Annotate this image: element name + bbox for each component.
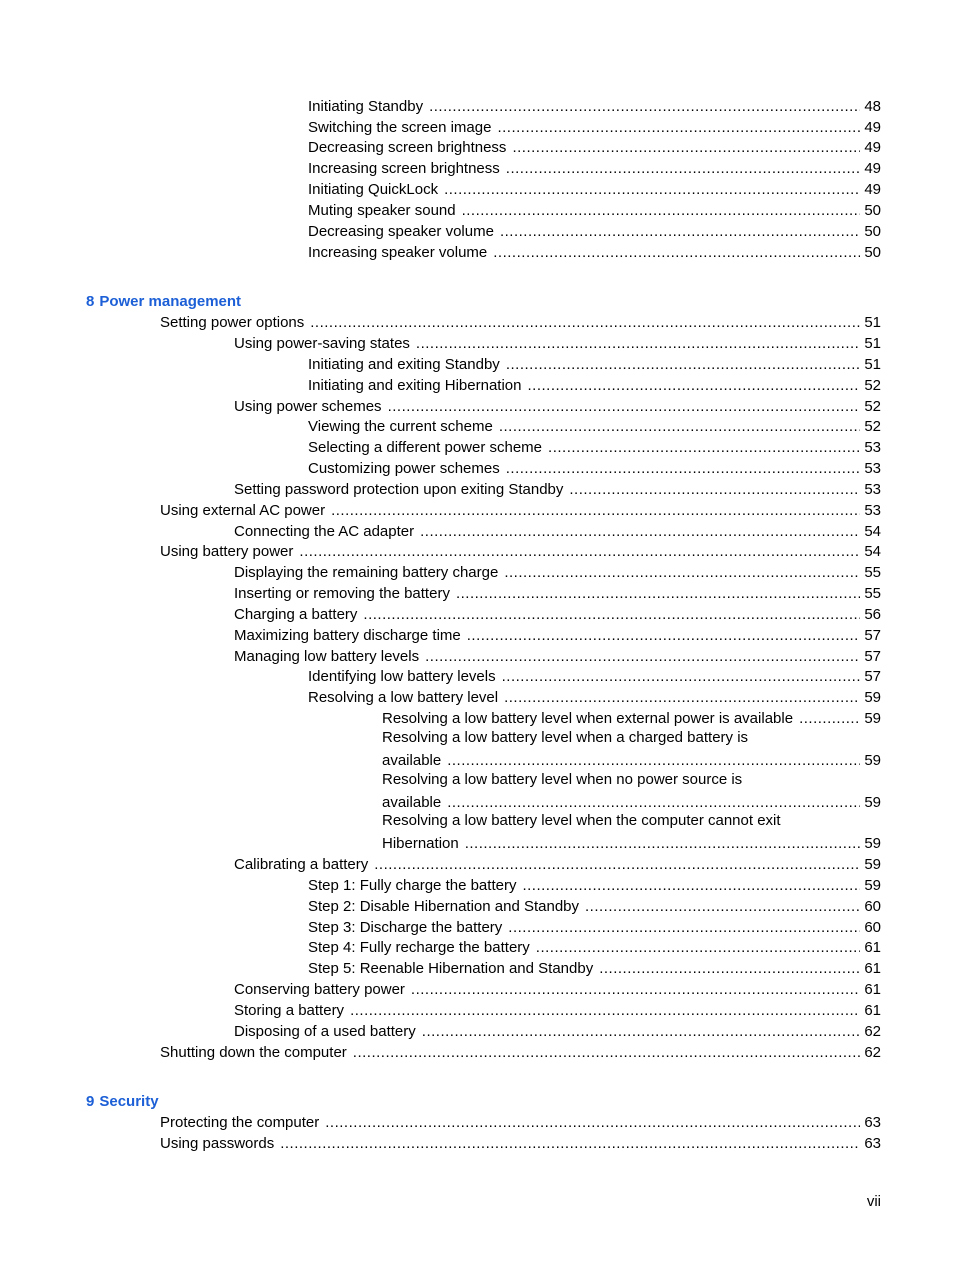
toc-entry-title: Hibernation bbox=[382, 835, 459, 852]
toc-entry[interactable] bbox=[382, 833, 881, 854]
dot-leader bbox=[420, 521, 860, 542]
dot-leader bbox=[465, 833, 861, 854]
toc-entry[interactable] bbox=[160, 312, 881, 333]
toc-entry-title: available bbox=[382, 794, 442, 811]
dot-leader bbox=[522, 875, 860, 896]
toc-entry-title: Maximizing battery discharge time bbox=[234, 627, 461, 644]
toc-entry[interactable] bbox=[234, 979, 881, 1000]
toc-entry-title: Using passwords bbox=[160, 1135, 275, 1152]
toc-entry-page: 55 bbox=[864, 585, 881, 602]
chapter-number: 8 bbox=[86, 293, 95, 310]
toc-entry-page: 56 bbox=[864, 606, 881, 623]
dot-leader bbox=[506, 458, 861, 479]
toc-entry-page: 57 bbox=[864, 668, 881, 685]
toc-entry-title: Increasing speaker volume bbox=[308, 244, 488, 261]
toc-entry-page: 49 bbox=[864, 119, 881, 136]
dot-leader bbox=[504, 562, 860, 583]
toc-entry[interactable] bbox=[160, 541, 881, 562]
toc-entry[interactable] bbox=[308, 896, 881, 917]
toc-entry-title: Initiating Standby bbox=[308, 98, 424, 115]
toc-entry[interactable] bbox=[308, 354, 881, 375]
dot-leader bbox=[411, 979, 860, 1000]
toc-entry-title: Charging a battery bbox=[234, 606, 358, 623]
toc-entry[interactable] bbox=[234, 1021, 881, 1042]
toc-entry-title: Resolving a low battery level bbox=[308, 689, 499, 706]
toc-entry[interactable] bbox=[308, 687, 881, 708]
toc-entry-page: 51 bbox=[864, 356, 881, 373]
toc-entry-page: 59 bbox=[864, 752, 881, 769]
toc-entry-page: 60 bbox=[864, 898, 881, 915]
toc-entry-page: 62 bbox=[864, 1023, 881, 1040]
dot-leader bbox=[527, 375, 860, 396]
toc-entry[interactable] bbox=[234, 333, 881, 354]
toc-entry-title: Resolving a low battery level when external power is available bbox=[382, 710, 794, 727]
toc-entry-page: 61 bbox=[864, 939, 881, 956]
toc-entry-page: 59 bbox=[864, 877, 881, 894]
dot-leader bbox=[447, 750, 860, 771]
toc-entry-page: 59 bbox=[864, 794, 881, 811]
toc-entry[interactable] bbox=[160, 1042, 881, 1063]
dot-leader bbox=[353, 1042, 861, 1063]
toc-entry-page: 60 bbox=[864, 919, 881, 936]
toc-entry-page: 53 bbox=[864, 502, 881, 519]
toc-entry-page: 49 bbox=[864, 181, 881, 198]
dot-leader bbox=[569, 479, 860, 500]
toc-entry-title: Disposing of a used battery bbox=[234, 1023, 416, 1040]
toc-entry-page: 50 bbox=[864, 223, 881, 240]
toc-entry-title: Customizing power schemes bbox=[308, 460, 500, 477]
toc-entry-page: 57 bbox=[864, 627, 881, 644]
toc-entry-title: Viewing the current scheme bbox=[308, 418, 493, 435]
dot-leader bbox=[299, 541, 860, 562]
toc-entry[interactable] bbox=[234, 562, 881, 583]
toc-entry[interactable] bbox=[308, 96, 881, 117]
dot-leader bbox=[497, 117, 860, 138]
toc-entry-title: Managing low battery levels bbox=[234, 648, 420, 665]
toc-entry-page: 62 bbox=[864, 1044, 881, 1061]
toc-entry[interactable] bbox=[160, 500, 881, 521]
dot-leader bbox=[467, 625, 861, 646]
chapter-heading[interactable] bbox=[86, 1093, 159, 1110]
dot-leader bbox=[536, 937, 861, 958]
dot-leader bbox=[799, 708, 860, 729]
toc-entry[interactable] bbox=[308, 221, 881, 242]
dot-leader bbox=[508, 917, 860, 938]
dot-leader bbox=[331, 500, 860, 521]
dot-leader bbox=[462, 200, 861, 221]
toc-entry-page: 61 bbox=[864, 981, 881, 998]
dot-leader bbox=[599, 958, 860, 979]
toc-entry-title-continued: Resolving a low battery level when the computer cannot exit bbox=[382, 812, 781, 829]
dot-leader bbox=[280, 1133, 860, 1154]
toc-entry[interactable] bbox=[382, 792, 881, 813]
toc-entry-title: Setting power options bbox=[160, 314, 305, 331]
chapter-title: Security bbox=[99, 1093, 159, 1110]
toc-entry[interactable] bbox=[308, 158, 881, 179]
toc-entry[interactable] bbox=[308, 958, 881, 979]
toc-entry[interactable] bbox=[308, 416, 881, 437]
toc-entry[interactable] bbox=[308, 437, 881, 458]
toc-entry[interactable] bbox=[308, 375, 881, 396]
toc-entry-title: Increasing screen brightness bbox=[308, 160, 500, 177]
toc-entry-title: Setting password protection upon exiting Standby bbox=[234, 481, 564, 498]
toc-entry[interactable] bbox=[234, 604, 881, 625]
toc-entry-title: Using battery power bbox=[160, 543, 294, 560]
toc-entry[interactable] bbox=[308, 242, 881, 263]
toc-entry-title-continued: Resolving a low battery level when a charged battery is bbox=[382, 729, 749, 746]
toc-entry[interactable] bbox=[308, 200, 881, 221]
dot-leader bbox=[429, 96, 860, 117]
toc-entry[interactable] bbox=[308, 917, 881, 938]
toc-entry[interactable] bbox=[160, 1112, 881, 1133]
toc-entry-title: Switching the screen image bbox=[308, 119, 492, 136]
toc-entry-page: 55 bbox=[864, 564, 881, 581]
toc-entry[interactable] bbox=[308, 179, 881, 200]
toc-entry-title: Identifying low battery levels bbox=[308, 668, 496, 685]
toc-entry-title: Step 5: Reenable Hibernation and Standby bbox=[308, 960, 594, 977]
toc-entry[interactable] bbox=[234, 583, 881, 604]
toc-entry-title: Initiating QuickLock bbox=[308, 181, 439, 198]
toc-entry-page: 50 bbox=[864, 244, 881, 261]
toc-entry-title: Storing a battery bbox=[234, 1002, 345, 1019]
toc-entry-page: 59 bbox=[864, 710, 881, 727]
toc-entry-page: 59 bbox=[864, 689, 881, 706]
toc-entry-title: Shutting down the computer bbox=[160, 1044, 347, 1061]
toc-entry[interactable] bbox=[234, 646, 881, 667]
toc-entry[interactable] bbox=[382, 708, 881, 729]
toc-entry-title: Step 3: Discharge the battery bbox=[308, 919, 503, 936]
toc-entry-page: 51 bbox=[864, 335, 881, 352]
toc-entry-title: Protecting the computer bbox=[160, 1114, 320, 1131]
dot-leader bbox=[447, 792, 860, 813]
toc-entry[interactable] bbox=[382, 750, 881, 771]
toc-entry-page: 50 bbox=[864, 202, 881, 219]
dot-leader bbox=[512, 137, 860, 158]
dot-leader bbox=[425, 646, 860, 667]
toc-entry[interactable] bbox=[308, 137, 881, 158]
toc-entry[interactable] bbox=[234, 479, 881, 500]
dot-leader bbox=[548, 437, 860, 458]
chapter-title: Power management bbox=[99, 293, 242, 310]
dot-leader bbox=[444, 179, 860, 200]
toc-entry[interactable] bbox=[234, 1000, 881, 1021]
toc-entry[interactable] bbox=[234, 854, 881, 875]
chapter-number: 9 bbox=[86, 1093, 95, 1110]
toc-entry-page: 54 bbox=[864, 543, 881, 560]
dot-leader bbox=[502, 666, 861, 687]
toc-entry-page: 48 bbox=[864, 98, 881, 115]
toc-entry-page: 49 bbox=[864, 160, 881, 177]
toc-entry-title: Muting speaker sound bbox=[308, 202, 456, 219]
dot-leader bbox=[422, 1021, 861, 1042]
toc-entry-page: 57 bbox=[864, 648, 881, 665]
toc-entry-title: available bbox=[382, 752, 442, 769]
toc-entry-title: Conserving battery power bbox=[234, 981, 405, 998]
toc-entry-title-continued: Resolving a low battery level when no power source is bbox=[382, 771, 743, 788]
toc-entry-title: Displaying the remaining battery charge bbox=[234, 564, 499, 581]
toc-entry[interactable] bbox=[308, 458, 881, 479]
toc-entry-page: 61 bbox=[864, 960, 881, 977]
toc-entry-page: 59 bbox=[864, 835, 881, 852]
dot-leader bbox=[500, 221, 860, 242]
toc-entry-page: 52 bbox=[864, 418, 881, 435]
toc-entry-page: 49 bbox=[864, 139, 881, 156]
toc-entry-page: 63 bbox=[864, 1114, 881, 1131]
toc-entry-title: Decreasing screen brightness bbox=[308, 139, 507, 156]
dot-leader bbox=[388, 396, 861, 417]
toc-entry-title: Step 4: Fully recharge the battery bbox=[308, 939, 530, 956]
toc-entry-page: 53 bbox=[864, 460, 881, 477]
dot-leader bbox=[504, 687, 860, 708]
toc-entry-title: Step 2: Disable Hibernation and Standby bbox=[308, 898, 580, 915]
toc-entry-page: 59 bbox=[864, 856, 881, 873]
toc-entry-title: Decreasing speaker volume bbox=[308, 223, 494, 240]
toc-entry-page: 61 bbox=[864, 1002, 881, 1019]
toc-entry-title: Calibrating a battery bbox=[234, 856, 369, 873]
toc-entry-page: 53 bbox=[864, 481, 881, 498]
toc-entry-title: Initiating and exiting Hibernation bbox=[308, 377, 522, 394]
toc-entry-page: 54 bbox=[864, 523, 881, 540]
toc-entry[interactable] bbox=[308, 666, 881, 687]
toc-entry-title: Inserting or removing the battery bbox=[234, 585, 450, 602]
toc-entry-page: 63 bbox=[864, 1135, 881, 1152]
dot-leader bbox=[310, 312, 860, 333]
toc-entry-title: Step 1: Fully charge the battery bbox=[308, 877, 517, 894]
dot-leader bbox=[374, 854, 860, 875]
dot-leader bbox=[416, 333, 860, 354]
page-number: vii bbox=[866, 1193, 881, 1210]
toc-entry[interactable] bbox=[160, 1133, 881, 1154]
toc-entry[interactable] bbox=[308, 937, 881, 958]
toc-entry[interactable] bbox=[234, 625, 881, 646]
dot-leader bbox=[350, 1000, 860, 1021]
toc-entry-title: Using power schemes bbox=[234, 398, 382, 415]
toc-entry[interactable] bbox=[234, 396, 881, 417]
toc-entry-page: 52 bbox=[864, 398, 881, 415]
toc-entry-title: Using power-saving states bbox=[234, 335, 410, 352]
dot-leader bbox=[499, 416, 860, 437]
toc-entry-title: Using external AC power bbox=[160, 502, 326, 519]
toc-entry-page: 51 bbox=[864, 314, 881, 331]
toc-entry-page: 52 bbox=[864, 377, 881, 394]
toc-entry-title: Initiating and exiting Standby bbox=[308, 356, 500, 373]
toc-entry-title: Selecting a different power scheme bbox=[308, 439, 543, 456]
dot-leader bbox=[493, 242, 860, 263]
dot-leader bbox=[325, 1112, 860, 1133]
toc-entry-title: Connecting the AC adapter bbox=[234, 523, 415, 540]
toc-entry[interactable] bbox=[308, 875, 881, 896]
toc-entry[interactable] bbox=[308, 117, 881, 138]
toc-entry[interactable] bbox=[234, 521, 881, 542]
dot-leader bbox=[506, 354, 861, 375]
dot-leader bbox=[456, 583, 860, 604]
dot-leader bbox=[363, 604, 860, 625]
toc-entry-page: 53 bbox=[864, 439, 881, 456]
dot-leader bbox=[506, 158, 861, 179]
chapter-heading[interactable] bbox=[86, 293, 241, 310]
dot-leader bbox=[585, 896, 860, 917]
